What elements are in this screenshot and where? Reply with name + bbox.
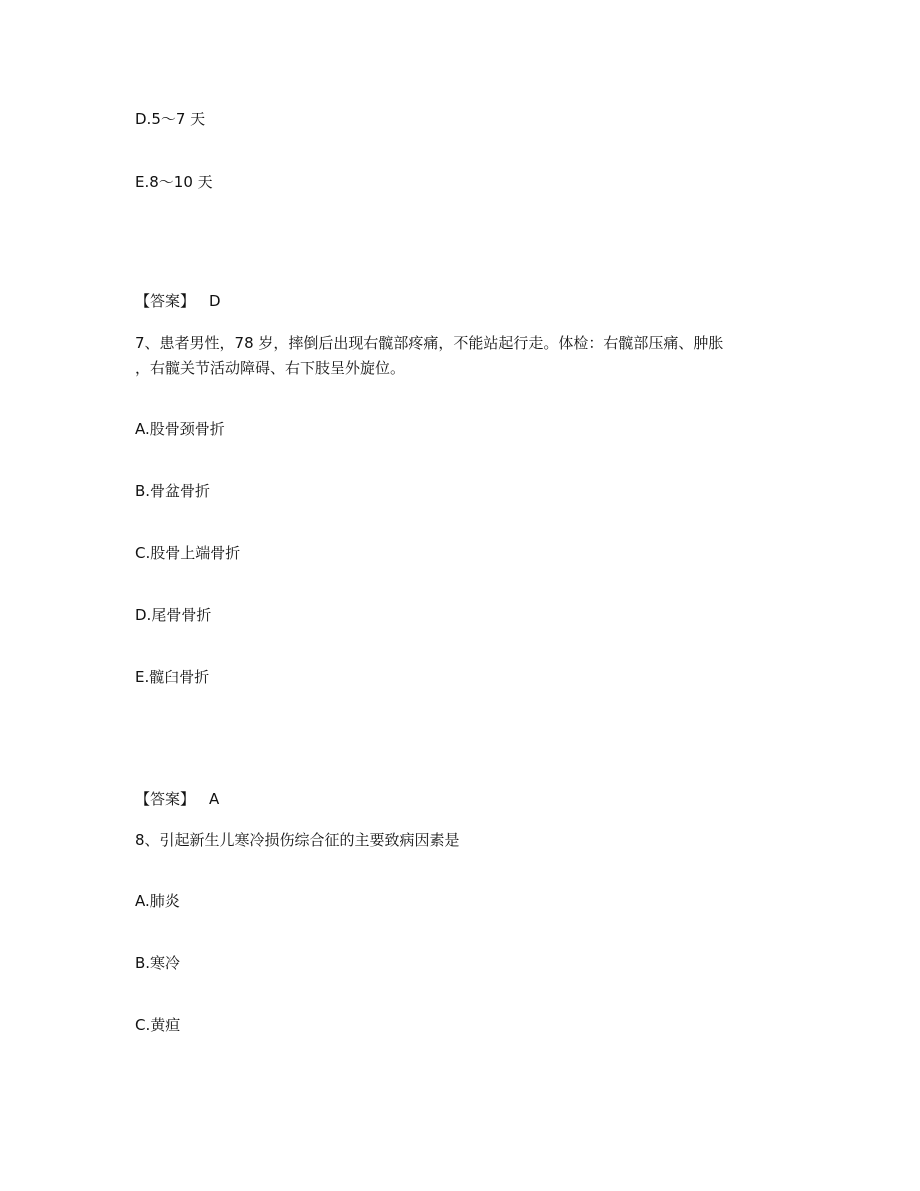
question-8-stem: 8、引起新生儿寒冷损伤综合征的主要致病因素是 (135, 831, 460, 849)
question-7-option-b: B.骨盆骨折 (135, 482, 211, 500)
question-7-stem-line1: 7、患者男性，78 岁，摔倒后出现右髋部疼痛，不能站起行走。体检：右髋部压痛、肿胀 (135, 334, 724, 352)
question-7-option-d: D.尾骨骨折 (135, 606, 212, 624)
question-8-option-b: B.寒冷 (135, 954, 181, 972)
answer-label: 【答案】 (135, 790, 196, 808)
answer-value: A (209, 790, 220, 808)
question-8-option-c: C.黄疸 (135, 1016, 181, 1034)
answer-label: 【答案】 (135, 292, 196, 310)
question-7-option-e: E.髋臼骨折 (135, 668, 210, 686)
answer-value: D (209, 292, 221, 310)
answer-7 (135, 788, 219, 810)
option-d-prev: D.5～7 天 (135, 110, 206, 128)
question-7-option-c: C.股骨上端骨折 (135, 544, 241, 562)
answer-6 (135, 290, 221, 312)
question-7-stem-line2: ，右髋关节活动障碍、右下肢呈外旋位。 (135, 359, 406, 377)
option-e-prev: E.8～10 天 (135, 173, 213, 191)
question-8-option-a: A.肺炎 (135, 892, 180, 910)
question-7-option-a: A.股骨颈骨折 (135, 420, 225, 438)
